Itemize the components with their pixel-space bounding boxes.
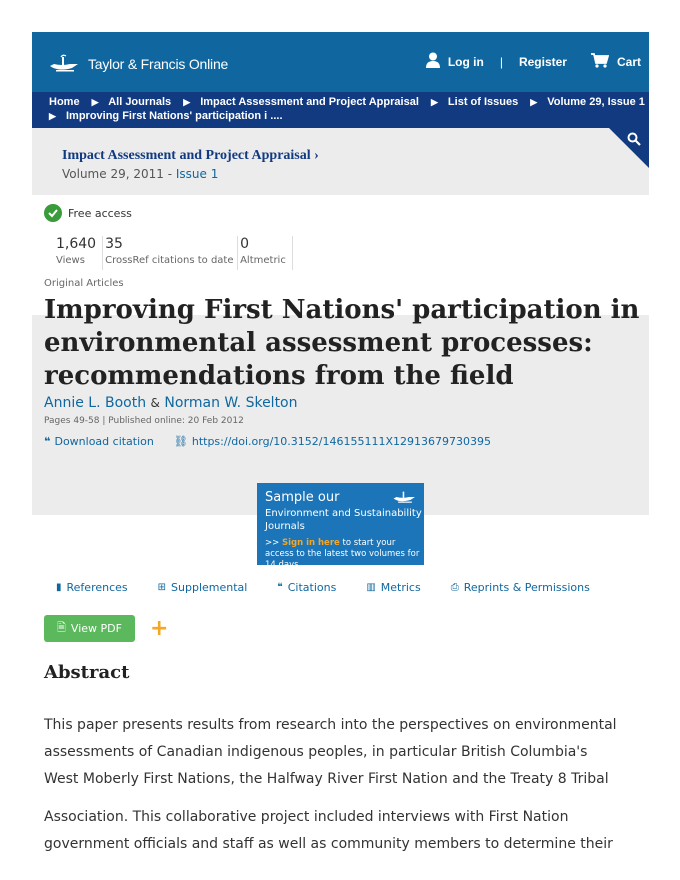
tab-reprints[interactable]: [451, 581, 590, 594]
quote-icon: ❝: [44, 435, 51, 448]
promo-suffix: to start your access to the latest two volumes for 14 days: [265, 538, 420, 570]
check-icon: [44, 204, 62, 222]
tab-citations[interactable]: [277, 581, 336, 594]
author-link[interactable]: Norman W. Skelton: [164, 395, 298, 411]
download-citation-label: Download citation: [54, 435, 154, 448]
download-citation-link[interactable]: [44, 435, 154, 448]
journal-title-link[interactable]: Impact Assessment and Project Appraisal ›: [62, 148, 319, 163]
tab-label: References: [66, 581, 128, 594]
metric-value: 1,640: [56, 236, 97, 252]
breadcrumb-all-journals[interactable]: All Journals: [108, 96, 172, 108]
volume-text: Volume 29, 2011 -: [62, 167, 176, 181]
metric-label: Views: [56, 255, 85, 266]
user-icon: [426, 52, 440, 71]
cart-icon: [591, 53, 609, 71]
metric-value: 35: [105, 236, 123, 252]
printer-icon: ⎙: [450, 582, 459, 593]
site-header: [32, 32, 649, 92]
author-list: [44, 395, 298, 411]
author-separator: &: [150, 396, 160, 410]
view-pdf-label: View PDF: [70, 622, 122, 635]
promo-prefix: >>: [265, 538, 282, 548]
view-pdf-button[interactable]: [44, 615, 135, 642]
lamp-logo-icon: [392, 489, 418, 505]
search-icon[interactable]: [627, 132, 641, 146]
doi-label: https://doi.org/10.3152/146155111X12913679730395: [191, 435, 491, 448]
free-access-badge: [44, 204, 132, 222]
metric-views[interactable]: [56, 236, 103, 270]
breadcrumb-arrow-icon: ▶: [183, 97, 191, 107]
free-access-label: Free access: [68, 206, 132, 220]
article-title: Improving First Nations' participation in environmental assessment processes: recommendations from the field: [44, 295, 640, 391]
brand-name: Taylor & Francis Online: [88, 56, 229, 72]
cart-link[interactable]: [591, 53, 641, 71]
abstract-heading: Abstract: [44, 662, 130, 683]
link-icon: ⛓: [173, 435, 188, 448]
journal-banner: [32, 128, 649, 195]
article-type: Original Articles: [44, 278, 124, 289]
tab-metrics[interactable]: [366, 581, 420, 594]
register-link[interactable]: Register: [518, 54, 567, 69]
tab-supplemental[interactable]: [158, 581, 248, 594]
quote-icon: ❝: [277, 582, 283, 593]
site-logo[interactable]: [48, 54, 228, 74]
metric-altmetric[interactable]: [240, 236, 293, 270]
promo-sign-in-link[interactable]: Sign in here: [281, 538, 340, 548]
breadcrumb-arrow-icon: ▶: [49, 111, 56, 121]
login-link[interactable]: Log in: [447, 54, 484, 69]
add-icon[interactable]: +: [150, 616, 169, 641]
breadcrumb: [32, 92, 649, 128]
breadcrumb-arrow-icon: ▶: [530, 97, 538, 107]
promo-banner[interactable]: [257, 483, 424, 570]
abstract-paragraph: This paper presents results from research into the perspectives on environmental assessments of Canadian indigenous peoples, in particular British Columbia's West Moberly First Nations, the Halfway River First Nation and the Treaty 8 Tribal: [44, 717, 617, 787]
journal-volume: [62, 167, 218, 181]
article-links: [44, 435, 511, 448]
account-nav: [426, 52, 641, 71]
nav-separator: |: [499, 54, 503, 69]
breadcrumb-list-of-issues[interactable]: List of Issues: [447, 96, 519, 108]
bar-chart-icon: ▥: [366, 582, 376, 593]
breadcrumb-arrow-icon: ▶: [430, 97, 438, 107]
breadcrumb-arrow-icon: ▶: [91, 97, 99, 107]
breadcrumb-home[interactable]: Home: [49, 96, 80, 108]
lamp-logo-icon: [48, 54, 82, 74]
article-metrics: [56, 236, 295, 270]
promo-cta: [265, 538, 425, 571]
promo-heading: Sample our: [265, 490, 340, 505]
abstract-paragraph: Association. This collaborative project included interviews with First Nation government officials and staff as well as community members to determine their: [44, 809, 613, 852]
cart-label: Cart: [616, 54, 641, 69]
breadcrumb-current: Improving First Nations' participation i ....: [65, 110, 283, 122]
metric-label: CrossRef citations to date: [105, 255, 234, 266]
publication-info: Pages 49-58 | Published online: 20 Feb 2012: [44, 416, 244, 426]
tab-label: Reprints & Permissions: [463, 581, 590, 594]
metric-value: 0: [240, 236, 250, 252]
article-tabs: [56, 581, 620, 594]
tab-label: Citations: [287, 581, 337, 594]
book-icon: ▮: [56, 582, 62, 593]
tab-label: Metrics: [380, 581, 421, 594]
breadcrumb-journal[interactable]: Impact Assessment and Project Appraisal: [200, 96, 419, 108]
tab-label: Supplemental: [171, 581, 248, 594]
metric-label: Altmetric: [240, 255, 286, 266]
promo-subheading: Environment and Sustainability Journals: [265, 508, 422, 532]
breadcrumb-volume[interactable]: Volume 29, Issue 1: [547, 96, 645, 108]
doi-link[interactable]: [174, 435, 491, 448]
pdf-icon: 🗎: [57, 621, 66, 634]
issue-link[interactable]: Issue 1: [175, 167, 219, 181]
metric-crossref[interactable]: [105, 236, 238, 270]
plus-square-icon: ⊞: [157, 582, 167, 593]
author-link[interactable]: Annie L. Booth: [44, 395, 147, 411]
tab-references[interactable]: [56, 581, 128, 594]
